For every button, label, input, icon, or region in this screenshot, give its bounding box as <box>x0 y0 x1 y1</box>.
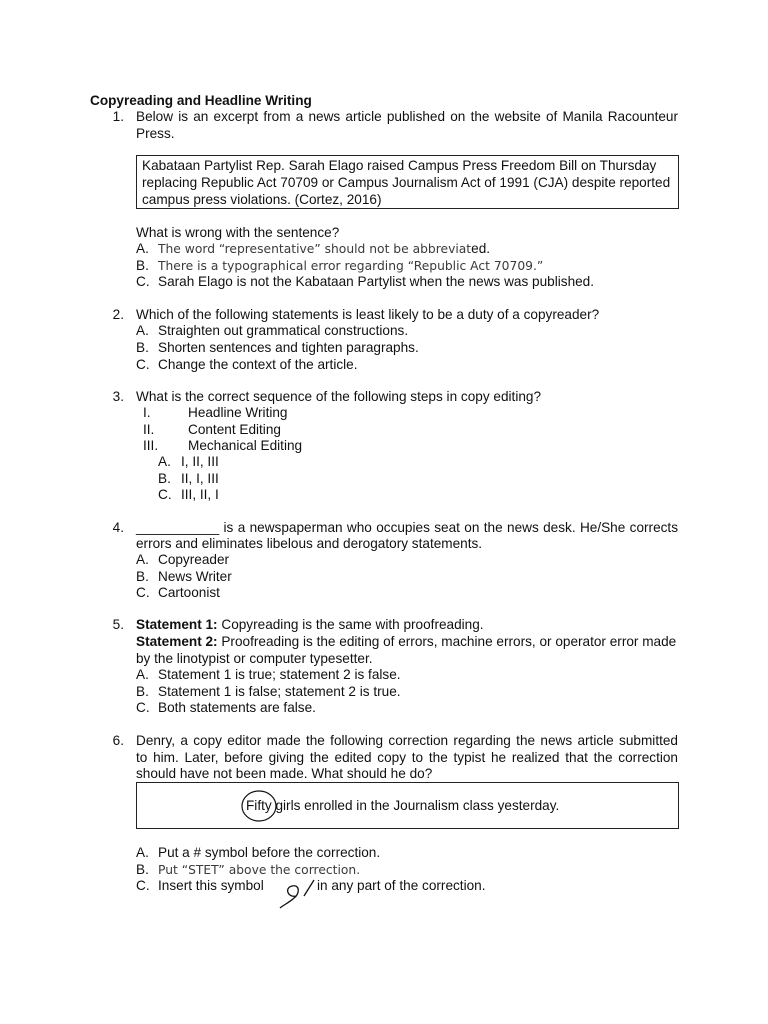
statement-label: Statement 2: <box>136 634 218 649</box>
question-text: ___________ is a newspaperman who occupies seat on the news desk. He/She corrects <box>136 520 678 535</box>
option-text-part: The word “representative” should not be abbreviat <box>158 242 472 256</box>
question-number: 3. <box>112 389 124 404</box>
sentence-rest: girls enrolled in the Journalism class yesterday. <box>271 798 560 813</box>
question-text: to him. Later, before giving the edited copy to the typist he realized that the correction <box>136 750 678 765</box>
option-letter: A. <box>136 323 149 338</box>
option-text: Put “STET” above the correction. <box>158 863 361 877</box>
question-text: What is the correct sequence of the following steps in copy editing? <box>136 389 542 404</box>
question-text: should have not been made. What should he do? <box>136 766 433 781</box>
statement-text: by the linotypist or computer typesetter. <box>136 651 373 666</box>
step-roman: III. <box>143 438 159 453</box>
correction-sentence <box>246 798 559 815</box>
option-text: Both statements are false. <box>158 700 316 715</box>
step-roman: I. <box>143 405 151 420</box>
question-number: 4. <box>112 520 124 535</box>
question-text: Which of the following statements is least likely to be a duty of a copyreader? <box>136 307 600 322</box>
option-letter: B. <box>136 862 149 877</box>
option-text-part: ed. <box>471 241 491 256</box>
option-text: in any part of the correction. <box>317 878 486 893</box>
step-text: Content Editing <box>188 422 281 437</box>
statement-text: Proofreading is the editing of errors, machine errors, or operator error made <box>217 634 677 649</box>
option-text: Cartoonist <box>158 585 220 600</box>
option-text: Change the context of the article. <box>158 357 358 372</box>
statement-1 <box>136 617 484 634</box>
option-text: Copyreader <box>158 552 230 567</box>
option-letter: B. <box>136 258 149 273</box>
option-letter: C. <box>136 585 150 600</box>
option-letter: A. <box>158 454 171 469</box>
option-letter: C. <box>158 487 172 502</box>
statement-2 <box>136 634 676 651</box>
option-text: Statement 1 is true; statement 2 is false. <box>158 667 401 682</box>
option-letter: B. <box>136 340 149 355</box>
circled-word: Fifty <box>246 798 272 813</box>
question-number: 6. <box>112 733 124 748</box>
option-text: Shorten sentences and tighten paragraphs. <box>158 340 419 355</box>
option-text: II, I, III <box>181 471 219 486</box>
option-text: Statement 1 is false; statement 2 is true. <box>158 684 401 699</box>
option-text: Insert this symbol <box>158 878 264 893</box>
question-number: 1. <box>112 109 124 124</box>
excerpt-line: replacing Republic Act 70709 or Campus Journalism Act of 1991 (CJA) despite reported <box>142 175 671 190</box>
question-text: Denry, a copy editor made the following correction regarding the news article submitted <box>136 733 678 748</box>
option-letter: A. <box>136 667 149 682</box>
step-text: Headline Writing <box>188 405 288 420</box>
option-text: III, II, I <box>181 487 219 502</box>
question-text: Below is an excerpt from a news article published on the website of Manila Racounteur <box>136 109 678 124</box>
step-text: Mechanical Editing <box>188 438 303 453</box>
option-letter: B. <box>158 471 171 486</box>
question-text: Press. <box>136 126 175 141</box>
delete-mark-icon <box>276 874 320 910</box>
option-text <box>158 241 490 258</box>
option-letter: C. <box>136 878 150 893</box>
option-letter: B. <box>136 684 149 699</box>
statement-label: Statement 1: <box>136 617 218 632</box>
option-text: News Writer <box>158 569 232 584</box>
option-letter: A. <box>136 552 149 567</box>
section-title: Copyreading and Headline Writing <box>90 93 312 108</box>
excerpt-line: campus press violations. (Cortez, 2016) <box>142 192 382 207</box>
excerpt-line: Kabataan Partylist Rep. Sarah Elago raised Campus Press Freedom Bill on Thursday <box>142 158 657 173</box>
option-letter: A. <box>136 845 149 860</box>
question-number: 2. <box>112 307 124 322</box>
option-letter: C. <box>136 357 150 372</box>
option-letter: A. <box>136 241 149 256</box>
question-text: errors and eliminates libelous and derogatory statements. <box>136 536 483 551</box>
option-text: Sarah Elago is not the Kabataan Partylist when the news was published. <box>158 274 595 289</box>
option-letter: C. <box>136 274 150 289</box>
option-letter: C. <box>136 700 150 715</box>
question-number: 5. <box>112 617 124 632</box>
step-roman: II. <box>143 422 155 437</box>
option-text: Straighten out grammatical constructions. <box>158 323 409 338</box>
option-text: There is a typographical error regarding “Republic Act 70709.” <box>158 259 544 273</box>
statement-text: Copyreading is the same with proofreading. <box>217 617 484 632</box>
option-text: Put a # symbol before the correction. <box>158 845 381 860</box>
question-prompt: What is wrong with the sentence? <box>136 225 340 240</box>
option-text: I, II, III <box>181 454 219 469</box>
option-letter: B. <box>136 569 149 584</box>
